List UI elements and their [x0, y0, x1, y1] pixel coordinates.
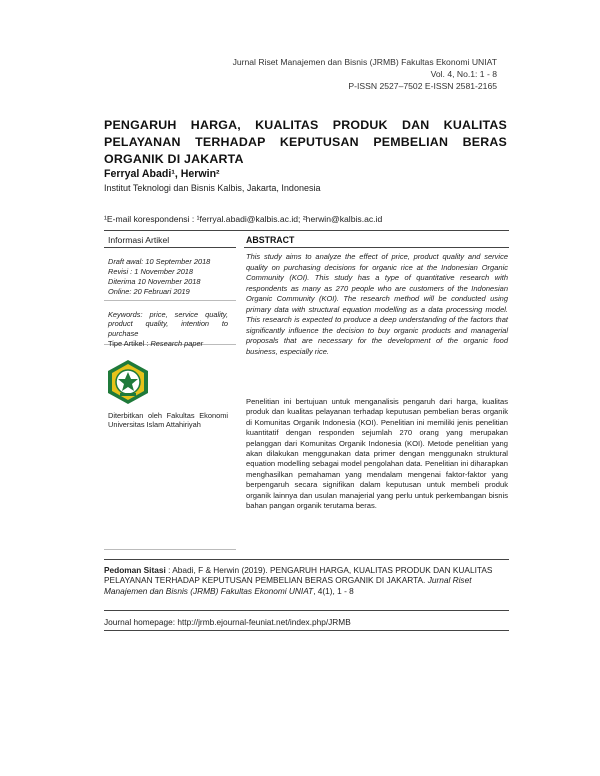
article-type-value: Research paper [150, 339, 204, 348]
correspondence-email: ¹E-mail korespondensi : ¹ferryal.abadi@kalbis.ac.id; ²herwin@kalbis.ac.id [104, 214, 383, 224]
homepage-divider [104, 610, 509, 611]
university-seal-logo [106, 359, 150, 405]
volume-info: Vol. 4, No.1: 1 - 8 [430, 69, 497, 79]
top-divider [104, 230, 509, 231]
journal-name: Jurnal Riset Manajemen dan Bisnis (JRMB) Fakultas Ekonomi UNIAT [232, 57, 497, 67]
abstract-label: ABSTRACT [246, 235, 295, 245]
article-type-prefix: Tipe Artikel : [108, 339, 151, 348]
article-title: PENGARUH HARGA, KUALITAS PRODUK DAN KUALITAS PELAYANAN TERHADAP KEPUTUSAN PEMBELIAN BERAS ORGANIK DI JAKARTA [104, 118, 507, 166]
article-info-label: Informasi Artikel [108, 235, 170, 245]
online-date: Online: 20 Februari 2019 [108, 287, 190, 296]
article-authors: Ferryal Abadi¹, Herwin² [104, 168, 220, 180]
draft-date: Draft awal: 10 September 2018 [108, 257, 211, 266]
citation-divider [104, 559, 509, 560]
abstract-indonesian: Penelitian ini bertujuan untuk menganalisis pengaruh dari harga, kualitas produk dan kualitas pelayanan terhadap keputusan pembelian beras organik di Komunitas Organik Indonesia (KOI). Penelitian ini memiliki jenis penelitian kuantitatif dengan responden sejumlah 270 orang yang merupakan pelanggan dari Komunitas Organik Indonesia (KOI). Metode penelitian yang akan dilakukan menggunakan data primer dengan menggunakn struktural equation modelling sebagai model pengolahan data. Penelitian ini diharapkan menghasilkan pemahaman yang mendalam mengenai faktor-faktor yang berpengaruh secara signifikan dalam keputusan untuk membeli produk organik lainnya dan usulan manajerial yang perlu untuk perkembangan bisnis bahan pangan organik terutama beras. [246, 397, 508, 511]
citation-journal: Jurnal Riset Manajemen dan Bisnis (JRMB) Fakultas Ekonomi UNIAT [104, 575, 472, 596]
abstract-english: This study aims to analyze the effect of price, product quality and service quality on purchasing decisions for organic rice at the Indonesian Organic Community (KOI). This study has a type of quantitative research with respondents as many as 270 people who are customers of the Indonesian Organic Community (KOI). The research method will be conducted using primary data with structural equation modelling as a data processing model. This research is expected to produce a deep understanding of the factors that significantly influence the decision to buy organic products and managerial proposals that are necessary for the development of the organic food business, especially rice. [246, 252, 508, 356]
citation-block [104, 565, 509, 596]
revision-date: Revisi : 1 November 2018 [108, 267, 194, 276]
article-type [108, 339, 203, 348]
abstract-divider [244, 247, 509, 248]
accepted-date: Diterima 10 November 2018 [108, 277, 201, 286]
citation-text: : Abadi, F & Herwin (2019). PENGARUH HARGA, KUALITAS PRODUK DAN KUALITAS PELAYANAN TERHADAP KEPUTUSAN PEMBELIAN BERAS ORGANIK DI JAKARTA. [104, 565, 493, 586]
article-affiliation: Institut Teknologi dan Bisnis Kalbis, Jakarta, Indonesia [104, 183, 321, 193]
keywords: Keywords: price, service quality, product quality, intention to purchase [108, 310, 228, 338]
journal-homepage-link[interactable]: Journal homepage: http://jrmb.ejournal-feuniat.net/index.php/JRMB [104, 617, 351, 627]
citation-tail: , 4(1), 1 - 8 [313, 585, 354, 596]
dates-divider [104, 300, 236, 301]
issn-info: P-ISSN 2527–7502 E-ISSN 2581-2165 [348, 81, 497, 91]
publisher-note: Diterbitkan oleh Fakultas Ekonomi Universitas Islam Attahiriyah [108, 411, 228, 430]
info-divider [104, 247, 236, 248]
citation-label: Pedoman Sitasi [104, 565, 166, 575]
info-bottom-divider [104, 549, 236, 550]
bottom-divider [104, 630, 509, 631]
